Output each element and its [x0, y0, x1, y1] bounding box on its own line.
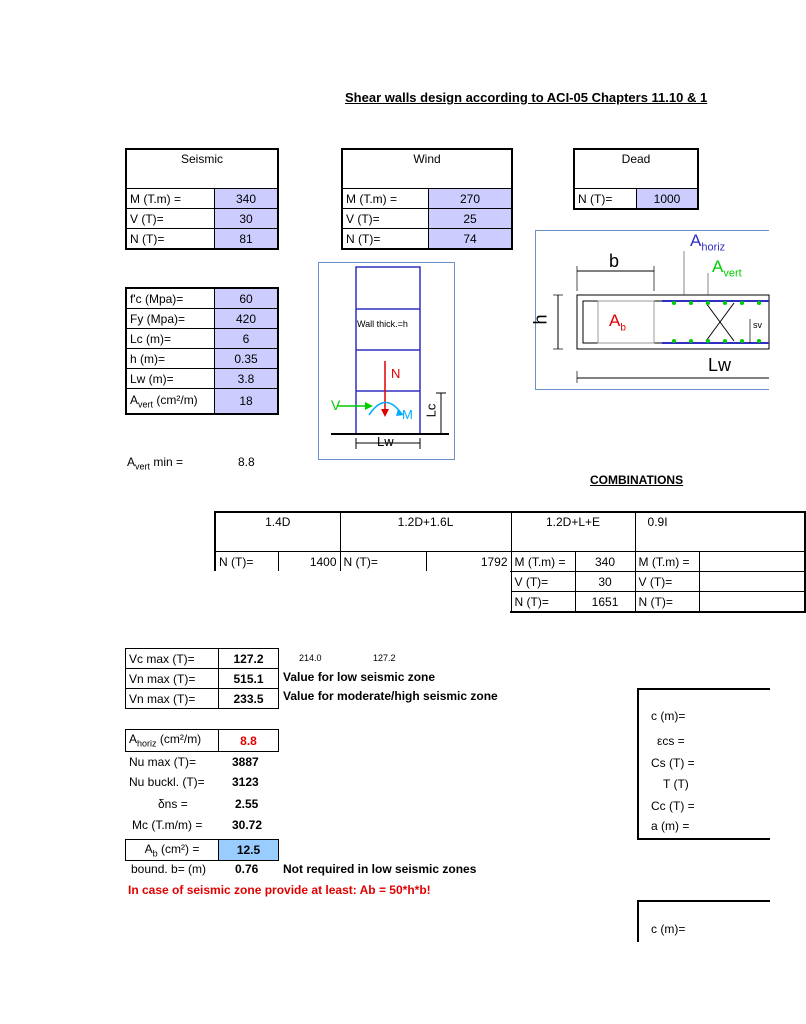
mc-value: 30.72 — [232, 818, 263, 832]
avert-min-label: $A_{vert}$ min = — [127, 455, 184, 472]
combo-header-12d16l: 1.2D+1.6L — [340, 512, 511, 552]
seismic-label: M (T.m) = — [126, 189, 215, 209]
a-label: a (m) = — [651, 819, 690, 833]
t-label: T (T) — [663, 777, 689, 791]
c-label: c (m)= — [651, 709, 686, 723]
combo-label: N (T)= — [511, 592, 575, 613]
avert-fig-label: $A_{vert}$ — [712, 257, 742, 280]
note-moderate-seismic: Value for moderate/high seismic zone — [283, 689, 498, 703]
ecs-label: εcs = — [657, 734, 685, 748]
nu-buckl-label: Nu buckl. (T)= — [129, 775, 205, 789]
ahoriz-label: $A_{horiz}$ (cm²/m) — [126, 730, 219, 752]
dead-table — [573, 148, 699, 210]
seismic-header: Seismic — [126, 149, 278, 189]
sv-label: sv — [753, 320, 762, 330]
combo-12dle-n: 1651 — [575, 592, 635, 613]
aux-value-a: 214.0 — [299, 653, 322, 663]
seismic-n-cell[interactable]: 81 — [215, 229, 279, 250]
prop-label: Lc (m)= — [126, 329, 215, 349]
cc-label: Cc (T) = — [651, 799, 695, 813]
properties-table — [125, 287, 279, 415]
lc-cell[interactable]: 6 — [215, 329, 279, 349]
ab-area-label: $A_b$ — [609, 311, 626, 334]
prop-label: Fy (Mpa)= — [126, 309, 215, 329]
combo-12dle-m: 340 — [575, 552, 635, 572]
combo-header-14d: 1.4D — [215, 512, 340, 552]
h-cell[interactable]: 0.35 — [215, 349, 279, 369]
vn-max-low-value: 515.1 — [219, 669, 279, 689]
shear-capacity-table — [125, 648, 279, 709]
combo-14d-n: 1400 — [278, 552, 340, 572]
combo-09-m — [699, 552, 805, 572]
combo-label: M (T.m) = — [511, 552, 575, 572]
bound-b-value: 0.76 — [235, 862, 259, 876]
section-figure — [530, 230, 769, 390]
nu-buckl-value: 3123 — [232, 775, 259, 789]
combo-header-09: 0.9I — [635, 512, 805, 552]
lw-section-label: Lw — [708, 355, 732, 375]
vn-max-high-label: Vn max (T)= — [126, 689, 219, 709]
nu-max-value: 3887 — [232, 755, 259, 769]
ahoriz-fig-label: $A_{horiz}$ — [690, 231, 726, 254]
vn-max-high-value: 233.5 — [219, 689, 279, 709]
note-not-required: Not required in low seismic zones — [283, 862, 477, 876]
v-force-label: V — [331, 397, 341, 413]
aux-value-b: 127.2 — [373, 653, 396, 663]
c-label-2: c (m)= — [651, 922, 686, 936]
avert-min-value: 8.8 — [238, 455, 255, 469]
combo-12dle-v: 30 — [575, 572, 635, 592]
combo-label: V (T)= — [511, 572, 575, 592]
delta-ns-value: 2.55 — [235, 797, 259, 811]
prop-label: f'c (Mpa)= — [126, 288, 215, 309]
combinations-title: COMBINATIONS — [590, 473, 684, 487]
prop-label: Lw (m)= — [126, 369, 215, 389]
mc-label: Mc (T.m/m) = — [132, 818, 203, 832]
seismic-table — [125, 148, 279, 250]
ab-label: $A_b$ (cm²) = — [126, 840, 219, 861]
vn-max-low-label: Vn max (T)= — [126, 669, 219, 689]
wall-diagram — [319, 263, 454, 459]
wall-figure — [318, 262, 455, 460]
vc-max-value: 127.2 — [219, 649, 279, 669]
combo-label: N (T)= — [215, 552, 278, 572]
wind-v-cell[interactable]: 25 — [429, 209, 513, 229]
wind-header: Wind — [342, 149, 512, 189]
seismic-label: N (T)= — [126, 229, 215, 250]
vc-max-label: Vc max (T)= — [126, 649, 219, 669]
wind-table — [341, 148, 513, 250]
avert-cell[interactable]: 18 — [215, 389, 279, 415]
h-dim-label: h — [530, 314, 551, 325]
wind-label: M (T.m) = — [342, 189, 429, 209]
dead-label: N (T)= — [574, 189, 637, 210]
fy-cell[interactable]: 420 — [215, 309, 279, 329]
wind-label: V (T)= — [342, 209, 429, 229]
avert-label: $A_{vert}$ (cm²/m) — [126, 389, 215, 415]
m-moment-label: M — [402, 407, 413, 422]
note-low-seismic: Value for low seismic zone — [283, 670, 436, 684]
lw-cell[interactable]: 3.8 — [215, 369, 279, 389]
nu-max-label: Nu max (T)= — [129, 755, 197, 769]
ahoriz-table — [125, 729, 279, 752]
combo-label: N (T)= — [635, 592, 699, 613]
combo-09-n — [699, 592, 805, 613]
section-diagram — [536, 231, 769, 389]
combo-label: V (T)= — [635, 572, 699, 592]
sheet-title: Shear walls design according to ACI-05 Chapters 11.10 & 1 — [345, 90, 708, 105]
wind-label: N (T)= — [342, 229, 429, 250]
n-force-label: N — [391, 366, 401, 381]
seismic-m-cell[interactable]: 340 — [215, 189, 279, 209]
wall-thick-label: Wall thick.=h — [357, 319, 408, 329]
prop-label: h (m)= — [126, 349, 215, 369]
delta-ns-label: δns = — [158, 797, 188, 811]
lc-dim-label: Lc — [423, 403, 439, 418]
dead-n-cell[interactable]: 1000 — [637, 189, 699, 210]
ab-table — [125, 839, 279, 861]
combo-header-12dle: 1.2D+L+E — [511, 512, 635, 552]
wind-n-cell[interactable]: 74 — [429, 229, 513, 250]
dead-header: Dead — [574, 149, 698, 189]
lw-dim-label: Lw — [377, 434, 394, 449]
bound-b-label: bound. b= (m) — [131, 862, 207, 876]
wind-m-cell[interactable]: 270 — [429, 189, 513, 209]
ahoriz-value: 8.8 — [219, 730, 279, 752]
fc-cell[interactable]: 60 — [215, 288, 279, 309]
b-dim-label: b — [609, 251, 620, 271]
combo-label: N (T)= — [340, 552, 426, 572]
cs-label: Cs (T) = — [651, 756, 695, 770]
ab-value[interactable]: 12.5 — [219, 840, 279, 861]
seismic-warning: In case of seismic zone provide at least: Ab = 50*h*b! — [128, 883, 431, 897]
seismic-label: V (T)= — [126, 209, 215, 229]
combo-12d16l-n: 1792 — [426, 552, 511, 572]
combo-label: M (T.m) = — [635, 552, 699, 572]
combo-09-v — [699, 572, 805, 592]
seismic-v-cell[interactable]: 30 — [215, 209, 279, 229]
